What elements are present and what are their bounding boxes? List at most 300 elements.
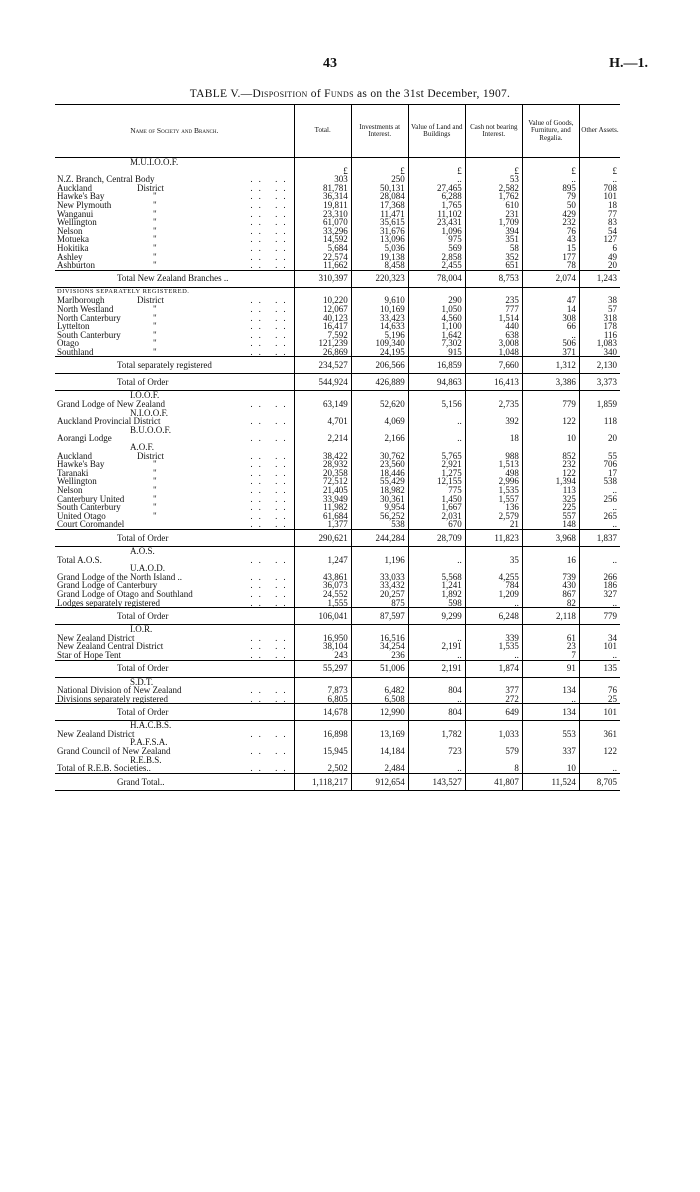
row-label bbox=[55, 773, 294, 790]
value-cell: 1,083 bbox=[579, 339, 620, 348]
section-heading: S.D.T. bbox=[130, 676, 154, 687]
table-body bbox=[55, 158, 620, 791]
value-cell: 20 bbox=[579, 434, 620, 443]
value-cell: 127 bbox=[579, 235, 620, 244]
row-name: North Canterbury bbox=[57, 312, 121, 323]
value-cell: 553 bbox=[522, 730, 579, 739]
leader-dots: .. .. bbox=[250, 399, 292, 410]
ditto-mark: " bbox=[153, 208, 157, 219]
value-cell: .. bbox=[579, 503, 620, 512]
value-cell: 16,516 bbox=[351, 634, 408, 643]
value-cell: 19,811 bbox=[294, 201, 351, 210]
ditto-mark: " bbox=[153, 242, 157, 253]
value-cell: 2,455 bbox=[408, 261, 465, 270]
row-name: Total of Order bbox=[117, 706, 169, 717]
value-cell: 28,084 bbox=[351, 192, 408, 201]
value-cell: 912,654 bbox=[351, 773, 408, 790]
value-cell: 38,422 bbox=[294, 452, 351, 461]
row-name: Wanganui bbox=[57, 208, 94, 219]
value-cell: 2,191 bbox=[408, 660, 465, 677]
value-cell: 27,465 bbox=[408, 184, 465, 193]
value-cell: 1,100 bbox=[408, 322, 465, 331]
value-cell: 4,069 bbox=[351, 417, 408, 426]
value-cell: 25 bbox=[579, 695, 620, 704]
value-cell: 16,898 bbox=[294, 730, 351, 739]
value-cell: 265 bbox=[579, 512, 620, 521]
value-cell: 18,446 bbox=[351, 469, 408, 478]
row-label bbox=[55, 608, 294, 625]
row-label bbox=[55, 529, 294, 546]
value-cell: 1,050 bbox=[408, 305, 465, 314]
value-cell: 33,949 bbox=[294, 495, 351, 504]
leader-dots: .. .. bbox=[250, 519, 292, 530]
leader-dots: .. .. bbox=[250, 649, 292, 660]
value-cell: .. bbox=[465, 651, 522, 660]
value-cell: 30,361 bbox=[351, 495, 408, 504]
leader-dots: .. .. bbox=[250, 597, 292, 608]
value-cell: 94,863 bbox=[408, 374, 465, 391]
ditto-mark: " bbox=[153, 199, 157, 210]
value-cell: 1,667 bbox=[408, 503, 465, 512]
value-cell: 10 bbox=[522, 764, 579, 773]
value-cell: 234,527 bbox=[294, 357, 351, 374]
value-cell: 236 bbox=[351, 651, 408, 660]
value-cell: 14 bbox=[522, 305, 579, 314]
value-cell: 1,555 bbox=[294, 599, 351, 608]
value-cell: 2,191 bbox=[408, 642, 465, 651]
value-cell: 28,932 bbox=[294, 460, 351, 469]
value-cell: 6,805 bbox=[294, 695, 351, 704]
value-cell: 339 bbox=[465, 634, 522, 643]
row-name: Hokitika bbox=[57, 242, 89, 253]
row-name: Hawke's Bay bbox=[57, 459, 105, 470]
column-header: Name of Society and Branch. bbox=[55, 105, 294, 158]
value-cell: 779 bbox=[522, 400, 579, 409]
value-cell: 2,579 bbox=[465, 512, 522, 521]
value-cell: 34 bbox=[579, 634, 620, 643]
value-cell: 569 bbox=[408, 244, 465, 253]
value-cell: 2,166 bbox=[351, 434, 408, 443]
value-cell: 310,397 bbox=[294, 270, 351, 287]
leader-dots: .. .. bbox=[250, 476, 292, 487]
value-cell: 7,592 bbox=[294, 331, 351, 340]
row-label bbox=[55, 651, 294, 660]
value-cell: 121,239 bbox=[294, 339, 351, 348]
value-cell: 122 bbox=[579, 747, 620, 756]
value-cell: 2,214 bbox=[294, 434, 351, 443]
value-cell: 49 bbox=[579, 253, 620, 262]
total-row bbox=[55, 529, 620, 546]
value-cell: £ bbox=[408, 167, 465, 176]
value-cell: 116 bbox=[579, 331, 620, 340]
value-cell: 610 bbox=[465, 201, 522, 210]
row-name: Total of Order bbox=[117, 377, 169, 388]
value-cell: 232 bbox=[522, 218, 579, 227]
ditto-mark: " bbox=[153, 303, 157, 314]
value-cell: 16,859 bbox=[408, 357, 465, 374]
ditto-mark: " bbox=[153, 346, 157, 357]
section-heading: R.E.B.S. bbox=[130, 754, 162, 765]
row-label bbox=[55, 400, 294, 409]
value-cell: 148 bbox=[522, 520, 579, 529]
row-name: Total of Order bbox=[117, 532, 169, 543]
value-cell: 8,705 bbox=[579, 773, 620, 790]
value-cell: 266 bbox=[579, 573, 620, 582]
value-cell: 35,615 bbox=[351, 218, 408, 227]
leader-dots: .. .. bbox=[250, 433, 292, 444]
value-cell: .. bbox=[408, 634, 465, 643]
row-name: South Canterbury bbox=[57, 329, 121, 340]
value-cell: 19,138 bbox=[351, 253, 408, 262]
value-cell: 134 bbox=[522, 686, 579, 695]
leader-dots: .. .. bbox=[250, 571, 292, 582]
leader-dots: .. .. bbox=[250, 510, 292, 521]
value-cell: 12,990 bbox=[351, 704, 408, 721]
value-cell: 11,102 bbox=[408, 210, 465, 219]
value-cell: 708 bbox=[579, 184, 620, 193]
value-cell: 177 bbox=[522, 253, 579, 262]
ditto-mark: " bbox=[153, 485, 157, 495]
ditto-mark: " bbox=[153, 510, 157, 521]
value-cell: 18 bbox=[579, 201, 620, 210]
row-label bbox=[55, 417, 294, 426]
value-cell: 11,982 bbox=[294, 503, 351, 512]
value-cell: 11,823 bbox=[465, 529, 522, 546]
value-cell: 40,123 bbox=[294, 314, 351, 323]
leader-dots: .. .. bbox=[250, 242, 292, 253]
value-cell: 6 bbox=[579, 244, 620, 253]
table-row bbox=[55, 764, 620, 773]
value-cell: 784 bbox=[465, 581, 522, 590]
leader-dots: .. .. bbox=[250, 467, 292, 478]
total-row bbox=[55, 374, 620, 391]
district-label: District bbox=[137, 450, 164, 461]
value-cell: 6,248 bbox=[465, 608, 522, 625]
leader-dots: .. .. bbox=[250, 174, 292, 185]
value-cell: 24,195 bbox=[351, 348, 408, 357]
value-cell: 11,524 bbox=[522, 773, 579, 790]
value-cell: 13,096 bbox=[351, 235, 408, 244]
value-cell: 290 bbox=[408, 296, 465, 305]
total-row bbox=[55, 270, 620, 287]
value-cell: 1,118,217 bbox=[294, 773, 351, 790]
value-cell: 21,405 bbox=[294, 486, 351, 495]
value-cell: 35 bbox=[465, 556, 522, 565]
row-name: Wellington bbox=[57, 476, 97, 487]
row-name: New Plymouth bbox=[57, 199, 112, 210]
value-cell: .. bbox=[522, 695, 579, 704]
value-cell: 14,184 bbox=[351, 747, 408, 756]
value-cell: 256 bbox=[579, 495, 620, 504]
value-cell: 638 bbox=[465, 331, 522, 340]
value-cell: 91 bbox=[522, 660, 579, 677]
value-cell: 779 bbox=[579, 608, 620, 625]
value-cell: 47 bbox=[522, 296, 579, 305]
value-cell: 52,620 bbox=[351, 400, 408, 409]
value-cell: 7,873 bbox=[294, 686, 351, 695]
value-cell: 16,950 bbox=[294, 634, 351, 643]
value-cell: 8 bbox=[465, 764, 522, 773]
value-cell: 5,156 bbox=[408, 400, 465, 409]
value-cell: 14,678 bbox=[294, 704, 351, 721]
value-cell: 14,633 bbox=[351, 322, 408, 331]
table-row bbox=[55, 520, 620, 529]
row-label bbox=[55, 764, 294, 773]
value-cell: 11,471 bbox=[351, 210, 408, 219]
row-name: Otago bbox=[57, 338, 79, 349]
value-cell: .. bbox=[579, 599, 620, 608]
value-cell: 5,765 bbox=[408, 452, 465, 461]
leader-dots: .. .. bbox=[250, 260, 292, 271]
value-cell: 272 bbox=[465, 695, 522, 704]
leader-dots: .. .. bbox=[250, 182, 292, 193]
value-cell: .. bbox=[579, 520, 620, 529]
value-cell: 232 bbox=[522, 460, 579, 469]
ditto-mark: " bbox=[153, 225, 157, 236]
leader-dots: .. .. bbox=[250, 685, 292, 696]
value-cell: 17,368 bbox=[351, 201, 408, 210]
column-header: Investments at Interest. bbox=[351, 105, 408, 158]
section-heading: A.O.S. bbox=[130, 545, 155, 556]
row-label bbox=[55, 695, 294, 704]
value-cell: 20,358 bbox=[294, 469, 351, 478]
value-cell: 206,566 bbox=[351, 357, 408, 374]
value-cell: 351 bbox=[465, 235, 522, 244]
value-cell: 352 bbox=[465, 253, 522, 262]
row-label bbox=[55, 270, 294, 287]
value-cell: 1,535 bbox=[465, 642, 522, 651]
total-row bbox=[55, 660, 620, 677]
value-cell: 20,257 bbox=[351, 590, 408, 599]
value-cell: 777 bbox=[465, 305, 522, 314]
value-cell: 1,837 bbox=[579, 529, 620, 546]
leader-dots: .. .. bbox=[250, 502, 292, 513]
row-name: New Zealand District bbox=[57, 728, 135, 739]
row-name: Grand Lodge of New Zealand bbox=[57, 399, 165, 410]
value-cell: 109,340 bbox=[351, 339, 408, 348]
value-cell: 1,514 bbox=[465, 314, 522, 323]
value-cell: .. bbox=[408, 651, 465, 660]
leader-dots: .. .. bbox=[250, 416, 292, 427]
value-cell: 78,004 bbox=[408, 270, 465, 287]
value-cell: 3,373 bbox=[579, 374, 620, 391]
value-cell: 852 bbox=[522, 452, 579, 461]
leader-dots: .. .. bbox=[250, 191, 292, 202]
value-cell: 24,552 bbox=[294, 590, 351, 599]
leader-dots: .. .. bbox=[250, 303, 292, 314]
value-cell: 706 bbox=[579, 460, 620, 469]
value-cell: 55,429 bbox=[351, 477, 408, 486]
value-cell: 975 bbox=[408, 235, 465, 244]
value-cell: 18,982 bbox=[351, 486, 408, 495]
value-cell: 5,196 bbox=[351, 331, 408, 340]
row-label bbox=[55, 261, 294, 270]
value-cell: 16 bbox=[522, 556, 579, 565]
value-cell: 649 bbox=[465, 704, 522, 721]
leader-dots: .. .. bbox=[250, 329, 292, 340]
value-cell: 43 bbox=[522, 235, 579, 244]
value-cell: 50,131 bbox=[351, 184, 408, 193]
value-cell: 8,753 bbox=[465, 270, 522, 287]
value-cell: 2,118 bbox=[522, 608, 579, 625]
value-cell: 9,954 bbox=[351, 503, 408, 512]
value-cell: £ bbox=[579, 167, 620, 176]
value-cell: 4,255 bbox=[465, 573, 522, 582]
leader-dots: .. .. bbox=[250, 459, 292, 470]
leader-dots: .. .. bbox=[250, 208, 292, 219]
value-cell: .. bbox=[579, 651, 620, 660]
ditto-mark: " bbox=[153, 459, 157, 470]
value-cell: 739 bbox=[522, 573, 579, 582]
row-name: North Westland bbox=[57, 303, 114, 314]
value-cell: 55 bbox=[579, 452, 620, 461]
value-cell: 220,323 bbox=[351, 270, 408, 287]
value-cell: 14,592 bbox=[294, 235, 351, 244]
value-cell: 1,874 bbox=[465, 660, 522, 677]
section-heading: I.O.O.F. bbox=[130, 390, 160, 401]
ditto-mark: " bbox=[153, 338, 157, 349]
value-cell: 12,155 bbox=[408, 477, 465, 486]
value-cell: 16,413 bbox=[465, 374, 522, 391]
value-cell: 20 bbox=[579, 261, 620, 270]
value-cell: £ bbox=[522, 167, 579, 176]
row-name: Total separately registered bbox=[117, 360, 212, 371]
value-cell: 41,807 bbox=[465, 773, 522, 790]
value-cell: 15,945 bbox=[294, 747, 351, 756]
value-cell: 72,512 bbox=[294, 477, 351, 486]
value-cell: 143,527 bbox=[408, 773, 465, 790]
value-cell: 6,288 bbox=[408, 192, 465, 201]
table-row bbox=[55, 261, 620, 270]
value-cell: 38,104 bbox=[294, 642, 351, 651]
district-label: District bbox=[137, 295, 164, 306]
section-heading: M.U.I.O.O.F. bbox=[130, 157, 179, 167]
row-label bbox=[55, 348, 294, 357]
value-cell: 10,169 bbox=[351, 305, 408, 314]
value-cell: 33,423 bbox=[351, 314, 408, 323]
value-cell: 394 bbox=[465, 227, 522, 236]
leader-dots: .. .. bbox=[250, 728, 292, 739]
value-cell: 430 bbox=[522, 581, 579, 590]
value-cell: 122 bbox=[522, 417, 579, 426]
value-cell: 1,394 bbox=[522, 477, 579, 486]
table-row bbox=[55, 348, 620, 357]
row-name: Total of R.E.B. Societies.. bbox=[57, 763, 151, 774]
value-cell: 498 bbox=[465, 469, 522, 478]
ditto-mark: " bbox=[153, 476, 157, 487]
funds-table bbox=[55, 104, 620, 791]
value-cell: 2,921 bbox=[408, 460, 465, 469]
row-name: Court Coromandel bbox=[57, 519, 125, 530]
value-cell: .. bbox=[408, 175, 465, 184]
row-label bbox=[55, 374, 294, 391]
value-cell: .. bbox=[408, 417, 465, 426]
value-cell: 318 bbox=[579, 314, 620, 323]
row-name: New Zealand Central District bbox=[57, 641, 164, 652]
row-name: N.Z. Branch, Central Body bbox=[57, 174, 155, 185]
value-cell: 4,701 bbox=[294, 417, 351, 426]
leader-dots: .. .. bbox=[250, 588, 292, 599]
value-cell: 38 bbox=[579, 296, 620, 305]
value-cell: 33,033 bbox=[351, 573, 408, 582]
value-cell: 9,299 bbox=[408, 608, 465, 625]
value-cell: 101 bbox=[579, 192, 620, 201]
value-cell: 76 bbox=[522, 227, 579, 236]
value-cell: 231 bbox=[465, 210, 522, 219]
value-cell: 58 bbox=[465, 244, 522, 253]
row-name: Auckland bbox=[57, 182, 92, 193]
value-cell: .. bbox=[465, 599, 522, 608]
value-cell: 1,247 bbox=[294, 556, 351, 565]
page-number: 43 bbox=[323, 56, 337, 71]
leader-dots: .. .. bbox=[250, 485, 292, 495]
value-cell: 79 bbox=[522, 192, 579, 201]
section-heading-row bbox=[55, 158, 620, 167]
leader-dots: .. .. bbox=[250, 641, 292, 652]
leader-dots: .. .. bbox=[250, 199, 292, 210]
value-cell: .. bbox=[408, 764, 465, 773]
value-cell: 538 bbox=[351, 520, 408, 529]
value-cell: 598 bbox=[408, 599, 465, 608]
value-cell: 1,892 bbox=[408, 590, 465, 599]
value-cell: 9,610 bbox=[351, 296, 408, 305]
value-cell: 804 bbox=[408, 704, 465, 721]
value-cell: 1,275 bbox=[408, 469, 465, 478]
value-cell: 55,297 bbox=[294, 660, 351, 677]
section-heading: P.A.F.S.A. bbox=[130, 737, 168, 748]
row-name: South Canterbury bbox=[57, 502, 121, 513]
value-cell: 867 bbox=[522, 590, 579, 599]
value-cell: 63,149 bbox=[294, 400, 351, 409]
row-name: Total New Zealand Branches .. bbox=[117, 273, 229, 284]
value-cell: 61 bbox=[522, 634, 579, 643]
row-name: Southland bbox=[57, 346, 94, 357]
value-cell: 101 bbox=[579, 642, 620, 651]
row-name: Ashley bbox=[57, 251, 83, 262]
value-cell: 43,861 bbox=[294, 573, 351, 582]
value-cell: 82 bbox=[522, 599, 579, 608]
value-cell: 371 bbox=[522, 348, 579, 357]
row-name: Auckland Provincial District bbox=[57, 416, 161, 427]
value-cell: 2,996 bbox=[465, 477, 522, 486]
row-name: Nelson bbox=[57, 485, 83, 495]
ditto-mark: " bbox=[153, 312, 157, 323]
table-row bbox=[55, 695, 620, 704]
column-header: Other Assets. bbox=[579, 105, 620, 158]
leader-dots: .. .. bbox=[250, 295, 292, 306]
value-cell: 361 bbox=[579, 730, 620, 739]
value-cell: 36,073 bbox=[294, 581, 351, 590]
row-name: Grand Lodge of Canterbury bbox=[57, 580, 158, 591]
ditto-mark: " bbox=[153, 502, 157, 513]
value-cell: 325 bbox=[522, 495, 579, 504]
row-name: Grand Lodge of Otago and Southland bbox=[57, 588, 193, 599]
row-name: Auckland bbox=[57, 450, 92, 461]
leader-dots: .. .. bbox=[250, 321, 292, 332]
value-cell: 337 bbox=[522, 747, 579, 756]
column-header: Value of Goods, Furniture, and Regalia. bbox=[522, 105, 579, 158]
value-cell: £ bbox=[351, 167, 408, 176]
value-cell: 1,048 bbox=[465, 348, 522, 357]
value-cell: 78 bbox=[522, 261, 579, 270]
value-cell: 1,765 bbox=[408, 201, 465, 210]
value-cell: 17 bbox=[579, 469, 620, 478]
value-cell: 23 bbox=[522, 642, 579, 651]
leader-dots: .. .. bbox=[250, 251, 292, 262]
value-cell: 2,484 bbox=[351, 764, 408, 773]
row-name: Aorangi Lodge bbox=[57, 433, 112, 444]
row-label bbox=[55, 599, 294, 608]
